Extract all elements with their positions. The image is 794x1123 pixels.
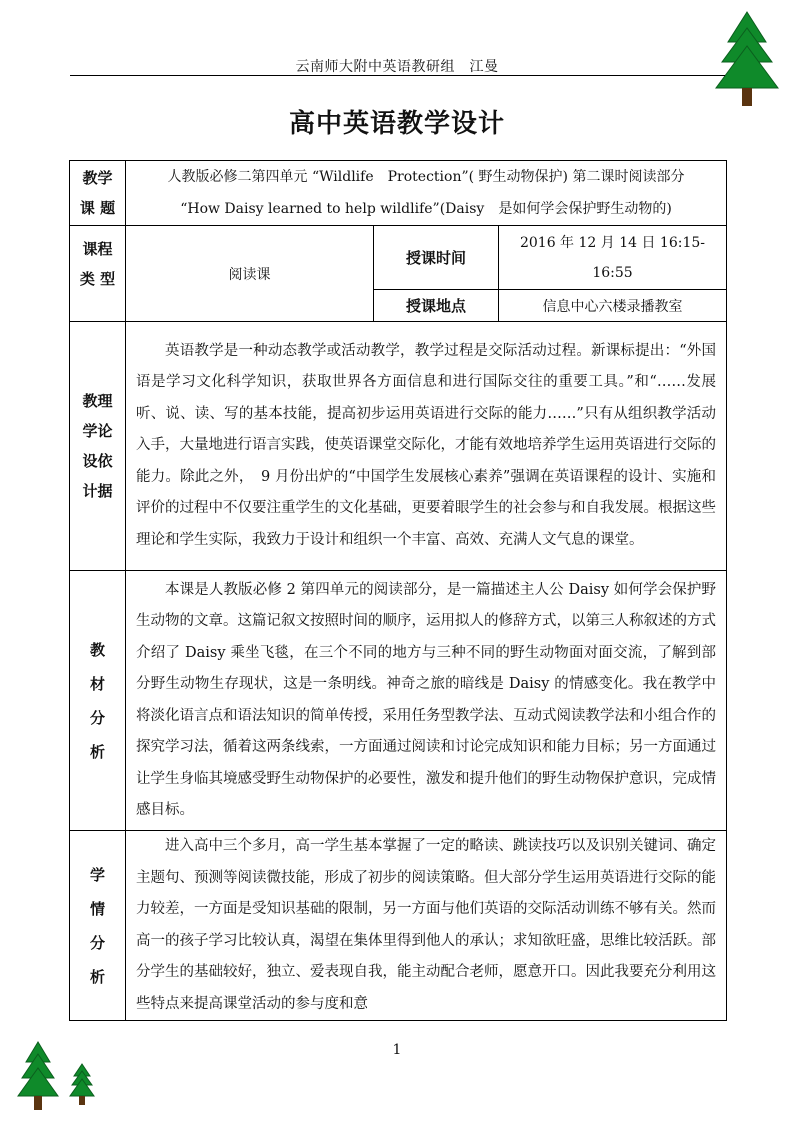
page-header: 云南师大附中英语教研组 江曼 (295, 59, 499, 75)
document-title: 高中英语教学设计 (288, 109, 505, 139)
course-type-label-line-2: 类 型 (79, 269, 116, 288)
course-type-value: 阅读课 (126, 226, 374, 322)
time-value-line-2: 16:55 (592, 264, 633, 281)
topic-line-2: “How Daisy learned to help wildlife”(Daisy 是如何学会保护野生动物的) (180, 201, 672, 217)
students-label-line-2: 情 (89, 899, 105, 918)
material-content (126, 571, 727, 831)
topic-row (70, 161, 727, 226)
topic-label (70, 161, 126, 226)
topic-value (126, 161, 727, 226)
theory-label (70, 322, 126, 571)
place-value: 信息中心六楼录播教室 (499, 290, 727, 322)
theory-label-line-2: 学论 (82, 422, 113, 440)
time-value-line-1: 2016 年 12 月 14 日 16:15- (519, 234, 706, 251)
theory-label-line-1: 教理 (82, 392, 113, 410)
students-label-line-3: 分 (89, 933, 105, 952)
theory-label-line-3: 设依 (82, 452, 113, 470)
course-type-label-line-1: 课程 (82, 239, 113, 258)
time-value (499, 226, 727, 290)
material-label-line-4: 析 (89, 742, 105, 761)
material-row (70, 571, 727, 831)
topic-label-line-2: 课 题 (79, 199, 116, 217)
time-label: 授课时间 (374, 226, 499, 290)
course-type-label (70, 226, 126, 322)
page-number: 1 (392, 1042, 402, 1058)
students-row (70, 831, 727, 1021)
material-paragraph: 本课是人教版必修 2 第四单元的阅读部分，是一篇描述主人公 Daisy 如何学会保护野生动物的文章。这篇记叙文按照时间的顺序，运用拟人的修辞方式，以第三人称叙述的方式介绍了 Daisy 乘坐飞毯，在三个不同的地方与三种不同的野生动物面对面交流，了解到部分野生动物生存现状，这是一条明线。神奇之旅的暗线是 Daisy 的情感变化。我在教学中将淡化语言点和语法知识的简单传授，采用任务型教学法、互动式阅读教学法和小组合作的探究学习法，循着这两条线索，一方面通过阅读和讨论完成知识和能力目标；另一方面通过让学生身临其境感受野生动物保护的必要性，激发和提升他们的野生动物保护意识，完成情感目标。 (136, 581, 716, 818)
theory-content (126, 322, 727, 571)
topic-line-1: 人教版必修二第四单元 “Wildlife Protection”( 野生动物保护) 第二课时阅读部分 (167, 169, 685, 185)
students-label-line-1: 学 (89, 865, 105, 884)
students-label-line-4: 析 (89, 967, 105, 986)
material-label-line-2: 材 (89, 674, 105, 693)
material-label-line-3: 分 (89, 708, 105, 727)
place-label: 授课地点 (374, 290, 499, 322)
theory-paragraph: 英语教学是一种动态教学或活动教学，教学过程是交际活动过程。新课标提出：“外国语是学习文化科学知识，获取世界各方面信息和进行国际交往的重要工具。”和“……发展听、说、读、写的基本技能，提高初步运用英语进行交际的能力……”只有从组织教学活动入手，大量地进行语言实践，使英语课堂交际化，才能有效地培养学生运用英语进行交际的能力。除此之外， 9 月份出炉的“中国学生发展核心素养”强调在英语课程的设计、实施和评价的过程中不仅要注重学生的文化基础，更要着眼学生的社会参与和自我发展。根据这些理论和学生实际，我致力于设计和组织一个丰富、高效、充满人文气息的课堂。 (136, 342, 716, 548)
material-label (70, 571, 126, 831)
course-row-1 (70, 226, 727, 290)
students-content (126, 831, 727, 1021)
students-label (70, 831, 126, 1021)
theory-row (70, 322, 727, 571)
students-paragraph: 进入高中三个多月，高一学生基本掌握了一定的略读、跳读技巧以及识别关键词、确定主题句、预测等阅读微技能，形成了初步的阅读策略。但大部分学生运用英语进行交际的能力较差，一方面是受知识基础的限制，另一方面与他们英语的交际活动训练不够有关。然而高一的孩子学习比较认真，渴望在集体里得到他人的承认；求知欲旺盛，思维比较活跃。部分学生的基础较好，独立、爱表现自我，能主动配合老师，愿意开口。因此我要充分利用这些特点来提高课堂活动的参与度和意 (136, 838, 716, 1012)
tree-icon (68, 1062, 96, 1106)
topic-label-line-1: 教学 (82, 169, 113, 187)
theory-label-line-4: 计据 (82, 482, 113, 500)
header-divider (70, 75, 725, 76)
lesson-plan-table (69, 160, 727, 1021)
material-label-line-1: 教 (89, 640, 105, 659)
